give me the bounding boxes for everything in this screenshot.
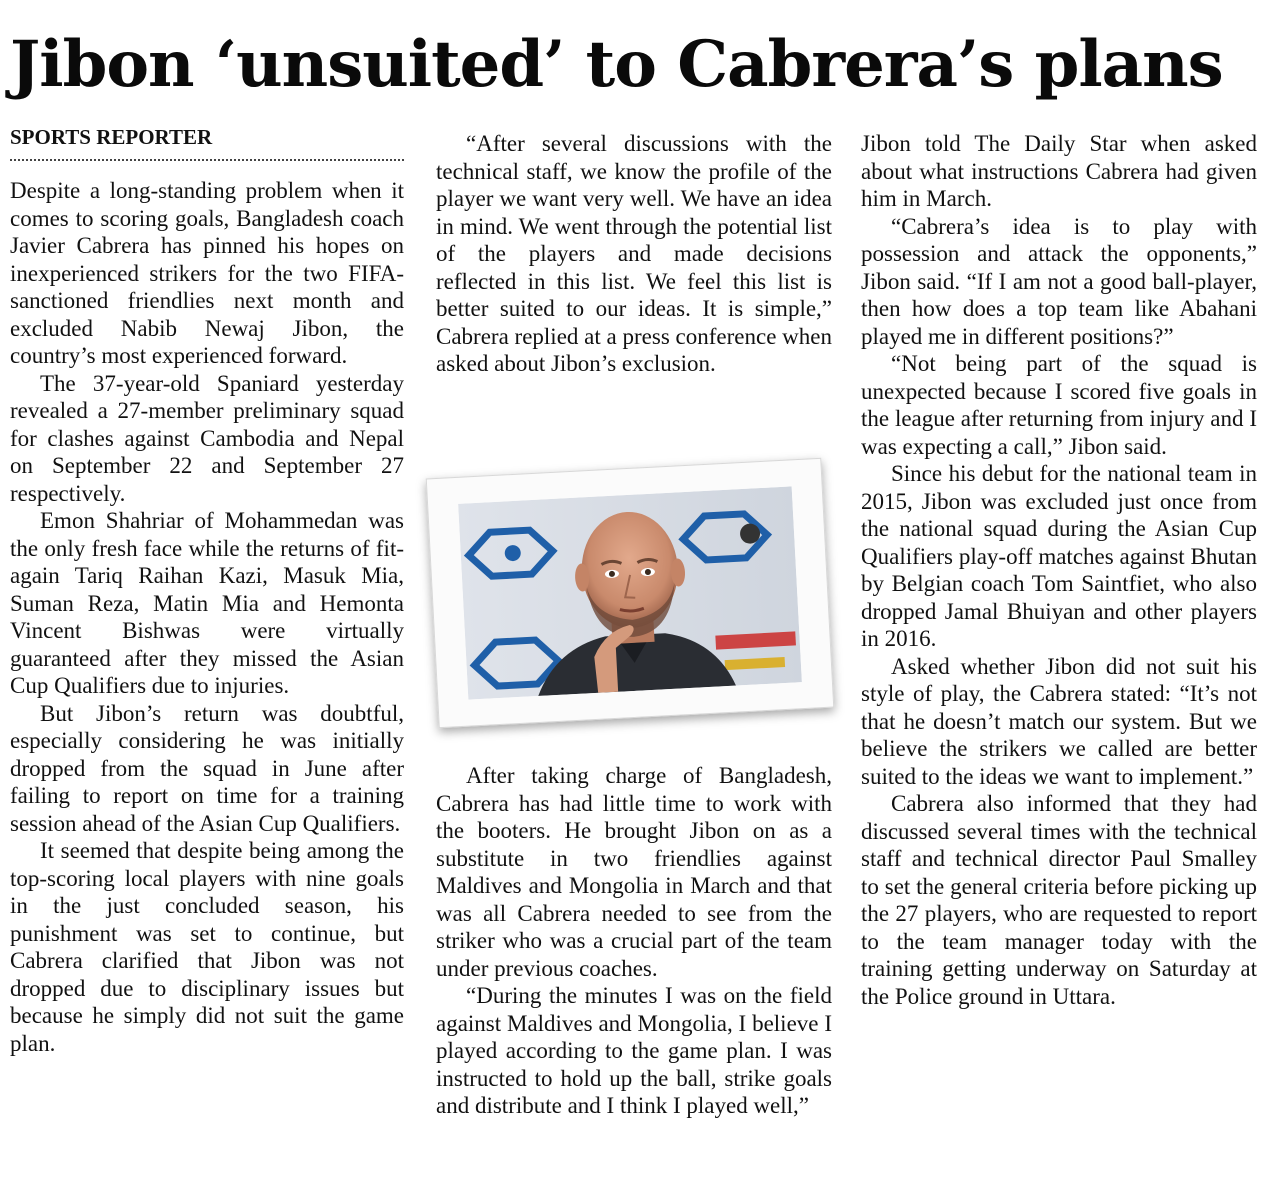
paragraph: “After several discussions with the technical staff, we know the profile of the player we want very well. We have an idea in mind. We went through the potential list of the players and made decisions reflected in this list. We feel this list is better suited to our ideas. It is simple,” Cabrera replied at a press conference when asked about Jibon’s exclusion. [436, 131, 832, 376]
column-2-bottom [436, 762, 832, 1120]
paragraph: Cabrera also informed that they had discussed several times with the technical staff and technical director Paul Smalley to set the general criteria before picking up the 27 players, who are requested to report to the team manager today with the training getting underway on Saturday at the Police ground in Uttara. [861, 791, 1257, 1009]
paragraph: Despite a long-standing problem when it comes to scoring goals, Bangladesh coach Javier Cabrera has pinned his hopes on inexperienced strikers for the two FIFA-sanctioned friendlies next month and excluded Nabib Newaj Jibon, the country’s most experienced forward. [10, 178, 404, 368]
column-2-top [436, 130, 832, 378]
paragraph: Emon Shahriar of Mohammedan was the only fresh face while the returns of fit-again Tariq Raihan Kazi, Masuk Mia, Suman Reza, Matin Mia and Hemonta Vincent Bishwas were virtually guaranteed after they missed the Asian Cup Qualifiers due to injuries. [10, 508, 404, 698]
paragraph: Jibon told The Daily Star when asked about what instructions Cabrera had given him in March. [861, 131, 1257, 211]
paragraph: After taking charge of Bangladesh, Cabrera has had little time to work with the booters. He brought Jibon on as a substitute in two friendlies against Maldives and Mongolia in March and that was all Cabrera needed to see from the striker who was a crucial part of the team under previous coaches. [436, 763, 832, 981]
paragraph: But Jibon’s return was doubtful, especially considering he was initially dropped from the squad in June after failing to report on time for a training session ahead of the Asian Cup Qualifiers. [10, 700, 404, 836]
paragraph: Since his debut for the national team in 2015, Jibon was excluded just once from the national squad during the Asian Cup Qualifiers play-off matches against Bhutan by Belgian coach Tom Saintfiet, who also dropped Jamal Bhuiyan and other players in 2016. [861, 461, 1257, 651]
column-1 [10, 177, 404, 1057]
paragraph: It seemed that despite being among the top-scoring local players with nine goals in the just concluded season, his punishment was set to continue, but Cabrera clarified that Jibon was not dropped due to disciplinary issues but because he simply did not suit the game plan. [10, 838, 404, 1056]
paragraph: The 37-year-old Spaniard yesterday revealed a 27-member preliminary squad for clashes against Cambodia and Nepal on September 22 and September 27 respectively. [10, 370, 404, 506]
photo-frame [426, 458, 835, 728]
byline-divider [10, 159, 404, 161]
paragraph: Asked whether Jibon did not suit his style of play, the Cabrera stated: “It’s not that he doesn’t match our system. But we believe the strikers we called are better suited to the ideas we want to implement.” [861, 653, 1257, 789]
byline: SPORTS REPORTER [10, 125, 213, 149]
column-3 [861, 130, 1257, 1010]
paragraph: “During the minutes I was on the field against Maldives and Mongolia, I believe I played according to the game plan. I was instructed to hold up the ball, strike goals and distribute and I think I played well,” [436, 983, 832, 1118]
paragraph: “Cabrera’s idea is to play with possession and attack the opponents,” Jibon said. “If I am not a good ball-player, then how does a top team like Abahani played me in different positions?” [861, 213, 1257, 349]
coach-photo [458, 486, 802, 699]
paragraph: “Not being part of the squad is unexpected because I scored five goals in the league after returning from injury and I was expecting a call,” Jibon said. [861, 351, 1257, 459]
headline: Jibon ‘unsuited’ to Cabrera’s plans [10, 27, 1223, 102]
